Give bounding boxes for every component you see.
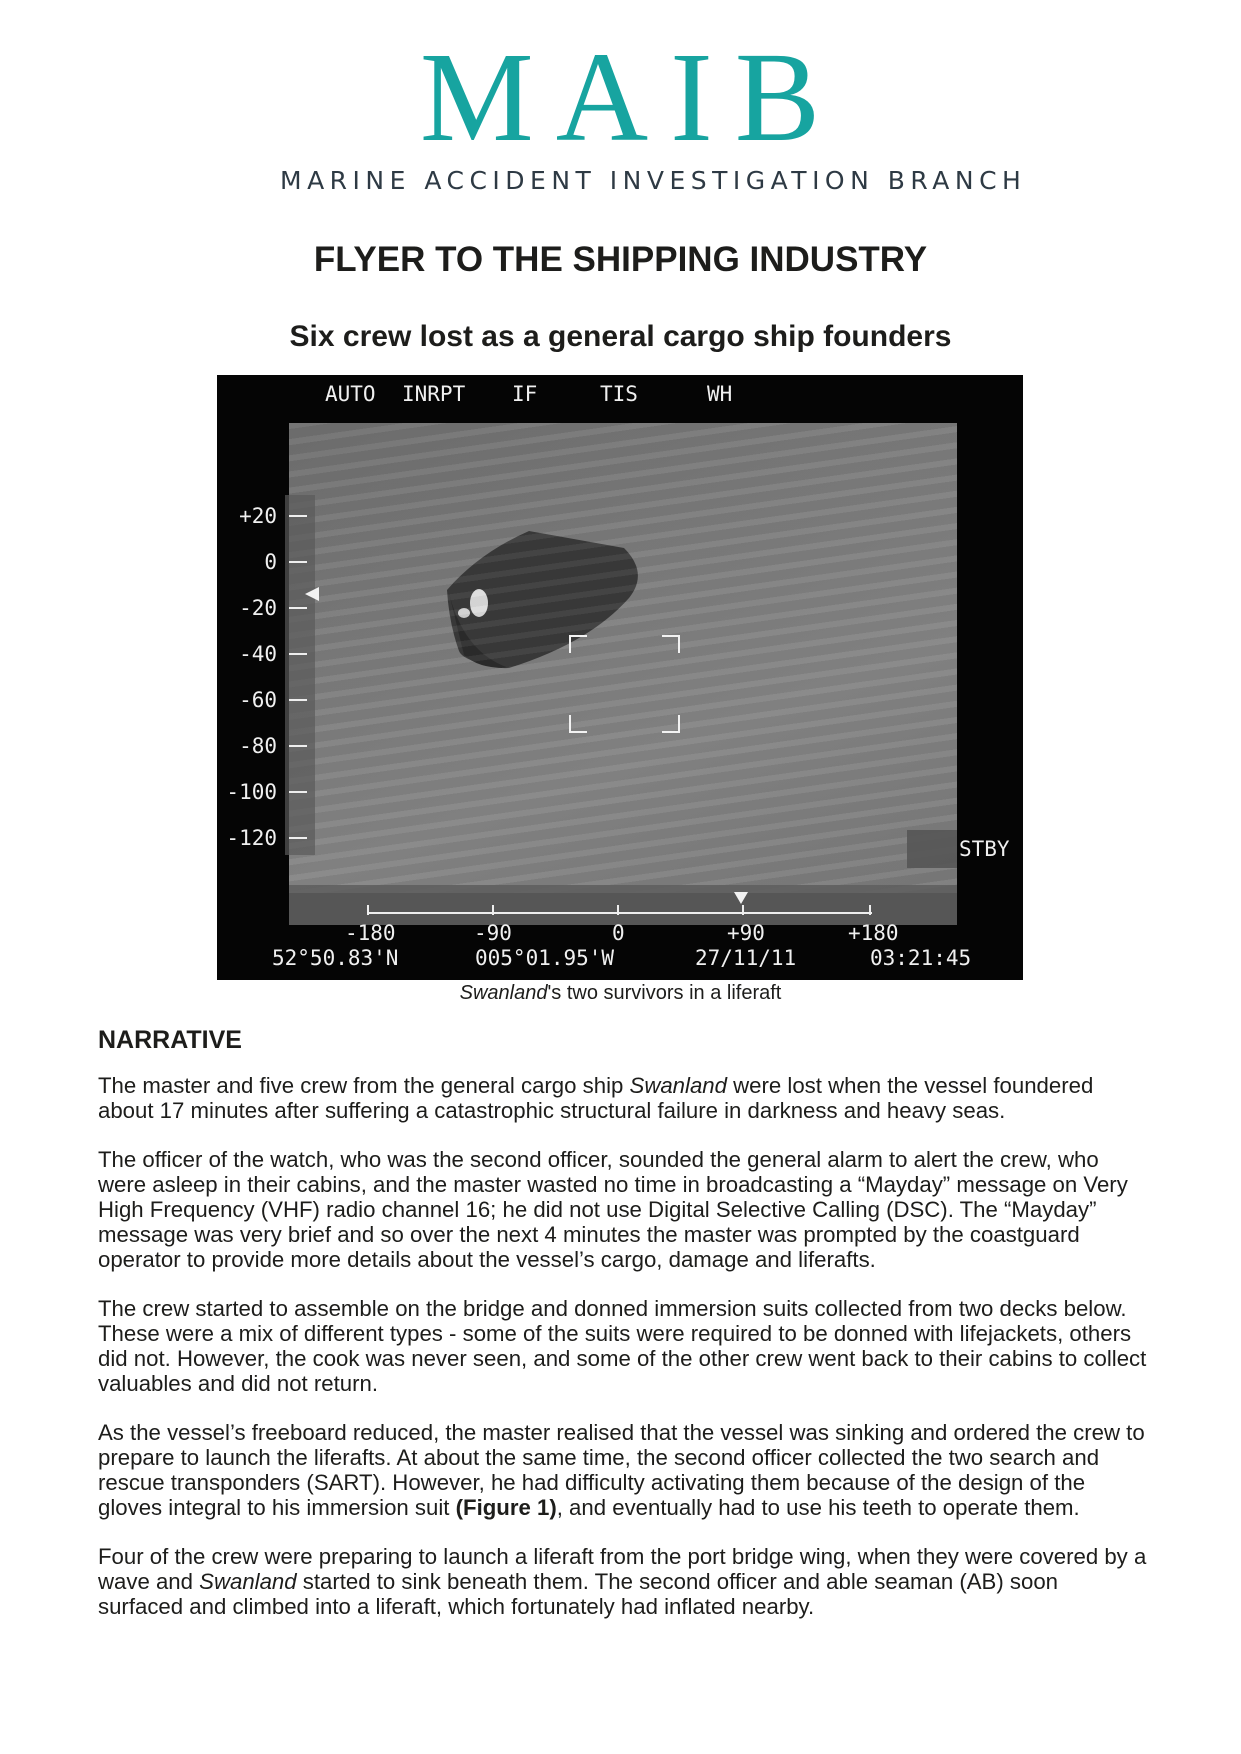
vessel-name: Swanland (199, 1569, 297, 1594)
narrative-paragraph-2: The officer of the watch, who was the second officer, sounded the general alarm to alert the crew, who were asleep in their cabins, and the master wasted no time in broadcasting a “Mayday” message on Very High Frequency (VHF) radio channel 16; he did not use Digital Selective Calling (DSC). The “Mayday” message was very brief and so over the next 4 minutes the master was prompted by the coastguard operator to provide more details about the vessel’s cargo, damage and liferafts. (98, 1147, 1128, 1272)
caption-vessel-name: Swanland (459, 982, 548, 1004)
narrative-paragraph-4 (98, 1420, 1148, 1520)
hud-mode-wh: WH (707, 382, 733, 406)
bearing-tick (367, 905, 369, 915)
vessel-shape (289, 423, 957, 893)
narrative-section (98, 1026, 1148, 1643)
elevation-label: -120 (226, 826, 277, 850)
paragraph-text: , and eventually had to use his teeth to operate them. (556, 1495, 1080, 1520)
elevation-tick (289, 607, 307, 609)
elevation-pointer-icon (303, 587, 319, 603)
elevation-label: -80 (239, 734, 277, 758)
elevation-tick (289, 791, 307, 793)
elevation-tick (289, 837, 307, 839)
target-bracket-icon (569, 635, 587, 653)
bearing-label: -180 (345, 921, 396, 945)
elevation-tick (289, 745, 307, 747)
vessel-name: Swanland (629, 1073, 727, 1098)
elevation-label: +20 (239, 504, 277, 528)
maib-logo (280, 26, 1027, 208)
flyer-subtitle: Six crew lost as a general cargo ship founders (289, 320, 952, 353)
hud-mode-tis: TIS (600, 382, 638, 406)
hud-mode-inrpt: INRPT (402, 382, 466, 406)
target-bracket-icon (662, 715, 680, 733)
elevation-label: -20 (239, 596, 277, 620)
paragraph-text: Four of the crew were preparing to launch a liferaft from the port bridge wing, when they were covered by a wave and (98, 1544, 1147, 1594)
elevation-label: -100 (226, 780, 277, 804)
hud-mode-if: IF (512, 382, 538, 406)
elevation-label: 0 (264, 550, 277, 574)
bearing-label: +90 (727, 921, 765, 945)
status-box (907, 830, 957, 868)
thermal-image (217, 375, 1023, 980)
narrative-heading: NARRATIVE (98, 1026, 242, 1054)
survivor-heat-signature (470, 589, 488, 617)
longitude-readout: 005°01.95'W (475, 946, 615, 970)
narrative-paragraph-1 (98, 1073, 1148, 1123)
elevation-label: -40 (239, 642, 277, 666)
bearing-label: 0 (612, 921, 625, 945)
logo-wordmark: MAIB (419, 26, 843, 168)
elevation-tick (289, 561, 307, 563)
bearing-axis (367, 912, 872, 914)
sea-surface (289, 423, 957, 893)
status-stby: STBY (959, 837, 1010, 861)
paragraph-text: started to sink beneath them. The second officer and able seaman (AB) soon surfaced and climbed into a liferaft, which fortunately had inflated nearby. (98, 1569, 1059, 1619)
target-bracket-icon (662, 635, 680, 653)
latitude-readout: 52°50.83'N (272, 946, 399, 970)
bearing-label: -90 (474, 921, 512, 945)
bearing-tick (742, 905, 744, 915)
elevation-scale-bar (285, 495, 315, 855)
caption-text: 's two survivors in a liferaft (547, 982, 782, 1004)
bearing-scale-bar (289, 885, 957, 925)
paragraph-text: As the vessel’s freeboard reduced, the master realised that the vessel was sinking and ordered the crew to prepare to launch the liferafts. At about the same time, the second officer collected the two search and rescue transponders (SART). However, he had difficulty activating them because of the design of the gloves integral to his immersion suit (98, 1420, 1145, 1520)
narrative-paragraph-3: The crew started to assemble on the bridge and donned immersion suits collected from two decks below. These were a mix of different types - some of the suits were required to be donned with lifejackets, others did not. However, the cook was never seen, and some of the other crew went back to their cabins to collect valuables and did not return. (98, 1296, 1147, 1396)
bearing-tick (492, 905, 494, 915)
date-readout: 27/11/11 (695, 946, 797, 970)
bearing-label: +180 (848, 921, 899, 945)
elevation-tick (289, 653, 307, 655)
logo-subtitle: MARINE ACCIDENT INVESTIGATION BRANCH (280, 166, 1027, 195)
elevation-label: -60 (239, 688, 277, 712)
narrative-paragraph-5 (98, 1544, 1148, 1619)
bearing-pointer-icon (734, 892, 748, 906)
elevation-tick (289, 699, 307, 701)
flyer-title: FLYER TO THE SHIPPING INDUSTRY (313, 240, 928, 279)
figure-reference: (Figure 1) (455, 1495, 557, 1520)
figure-caption (0, 982, 1241, 1005)
target-bracket-icon (569, 715, 587, 733)
bearing-tick (617, 905, 619, 915)
hud-mode-auto: AUTO (325, 382, 376, 406)
paragraph-text: were lost when the vessel foundered about 17 minutes after suffering a catastrophic structural failure in darkness and heavy seas. (98, 1073, 1094, 1123)
paragraph-text: The master and five crew from the general cargo ship (98, 1073, 630, 1098)
bearing-tick (869, 905, 871, 915)
time-readout: 03:21:45 (870, 946, 972, 970)
elevation-tick (289, 515, 307, 517)
